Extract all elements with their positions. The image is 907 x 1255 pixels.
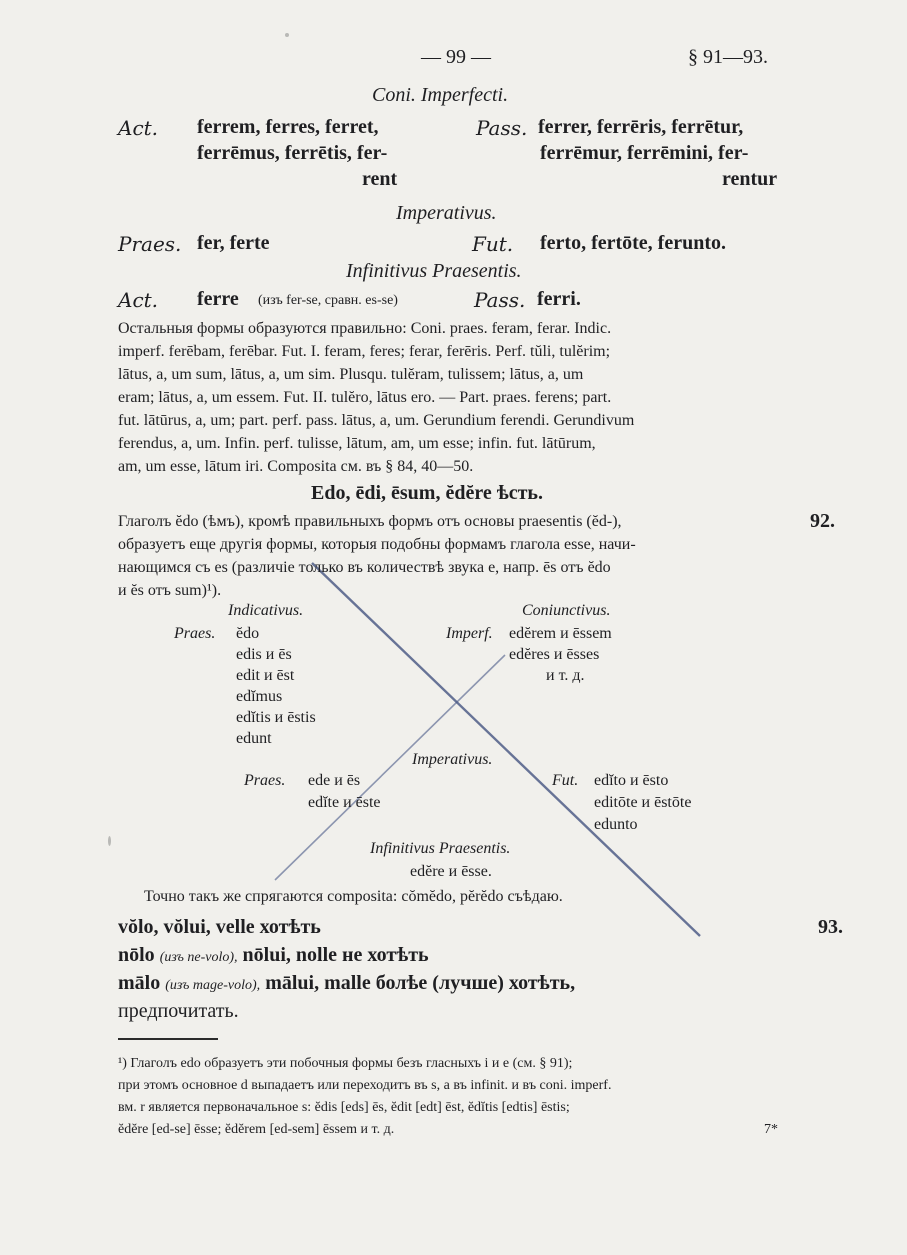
pass-forms-line-3: rentur bbox=[722, 168, 778, 190]
inf-act-note: (изъ fer-se, сравн. es-se) bbox=[258, 293, 398, 308]
imp-praes-form: ede и ēs bbox=[308, 772, 361, 789]
imp-fut-label: Fut. bbox=[472, 232, 514, 256]
page-number: — 99 — bbox=[421, 46, 491, 68]
pass-forms-line-2: ferrēmur, ferrēmini, fer- bbox=[540, 142, 749, 164]
coni-imperf-label: Imperf. bbox=[446, 625, 493, 642]
section-number-92: 92. bbox=[810, 510, 835, 532]
imperativus-title: Imperativus. bbox=[396, 202, 497, 224]
imp-praes-label-edo: Praes. bbox=[244, 772, 286, 789]
act-label: Act. bbox=[118, 116, 159, 140]
act-forms-line-2: ferrēmus, ferrētis, fer- bbox=[197, 142, 388, 164]
imp-fut-form: edunto bbox=[594, 816, 638, 833]
edo-infinitivus-title: Infinitivus Praesentis. bbox=[370, 840, 511, 857]
footnote-line-2: при этомъ основное d выпадаетъ или переходитъ въ s, а въ infinit. и въ coni. imperf. bbox=[118, 1078, 612, 1093]
infinitivus-title: Infinitivus Praesentis. bbox=[346, 260, 522, 282]
coniunctivus-title: Coniunctivus. bbox=[522, 602, 611, 619]
diagonal-line-down bbox=[312, 563, 700, 936]
paper-speck bbox=[108, 836, 111, 846]
act-forms-line-3: rent bbox=[362, 168, 398, 190]
volo-line: vŏlo, vŏlui, velle хотѣть bbox=[118, 916, 321, 938]
edo-intro-4: и ĕs отъ sum)¹). bbox=[118, 582, 222, 599]
ind-praes-label: Praes. bbox=[174, 625, 216, 642]
edo-heading: Edo, ēdi, ēsum, ĕdĕre ѣсть. bbox=[311, 482, 544, 504]
malo-note: (изъ mage-volo), bbox=[165, 978, 261, 993]
nolo-line bbox=[118, 944, 429, 967]
ind-form: ĕdo bbox=[236, 625, 260, 642]
inf-act-label: Act. bbox=[118, 288, 159, 312]
footnote-line-4: ĕdĕre [ed-se] ēsse; ĕdĕrem [ed-sem] ēssem и т. д. bbox=[118, 1122, 395, 1137]
ind-form: edĭmus bbox=[236, 688, 283, 705]
rest-line-2: imperf. ferēbam, ferēbar. Fut. I. feram, feres; ferar, ferēris. Perf. tŭli, tulĕrim; bbox=[118, 343, 611, 360]
coni-form: edĕrem и ēssem bbox=[509, 625, 612, 642]
imp-fut-label-edo: Fut. bbox=[552, 772, 579, 789]
ind-form: edit и ēst bbox=[236, 667, 295, 684]
footnote-line-1: ¹) Глаголъ edo образуетъ эти побочныя формы безъ гласныхъ i и e (см. § 91); bbox=[118, 1056, 573, 1071]
malo-word: mālo bbox=[118, 972, 161, 994]
inf-pass-form: ferri. bbox=[537, 288, 581, 310]
imp-praes-forms: fer, ferte bbox=[197, 232, 270, 254]
rest-line-6: ferendus, a, um. Infin. perf. tulisse, lātum, am, um esse; infin. fut. lātūrum, bbox=[118, 435, 596, 452]
imp-fut-form: editōte и ēstōte bbox=[594, 794, 692, 811]
nolo-note: (изъ ne-volo), bbox=[159, 950, 238, 965]
section-ref: § 91—93. bbox=[688, 46, 768, 68]
section-number-93: 93. bbox=[818, 916, 843, 938]
malo-line bbox=[118, 972, 575, 995]
ind-form: edis и ēs bbox=[236, 646, 292, 663]
rest-line-5: fut. lātūrus, a, um; part. perf. pass. lātus, a, um. Gerundium ferendi. Gerundivum bbox=[118, 412, 635, 429]
act-forms-line-1: ferrem, ferres, ferret, bbox=[197, 116, 379, 138]
ind-form: edĭtis и ēstis bbox=[236, 709, 316, 726]
edo-imperativus-title: Imperativus. bbox=[412, 751, 493, 768]
inf-act-form: ferre bbox=[197, 288, 239, 310]
edo-intro-1: Глаголъ ĕdo (ѣмъ), кромѣ правильныхъ формъ отъ основы praesentis (ĕd-), bbox=[118, 513, 622, 530]
edo-intro-3: нающимся съ es (различіе только въ количествѣ звука e, напр. ēs отъ ĕdo bbox=[118, 559, 611, 576]
pass-label: Pass. bbox=[476, 116, 528, 140]
pass-forms-line-1: ferrer, ferrēris, ferrētur, bbox=[538, 116, 744, 138]
rest-line-7: am, um esse, lātum iri. Composita см. въ § 84, 40—50. bbox=[118, 458, 474, 475]
signature-mark: 7* bbox=[764, 1122, 778, 1137]
indicativus-title: Indicativus. bbox=[228, 602, 304, 619]
imp-praes-label: Praes. bbox=[118, 232, 182, 256]
paper-speck bbox=[285, 33, 289, 37]
edo-intro-2: образуетъ еще другія формы, которыя подобны формамъ глагола esse, начи- bbox=[118, 536, 636, 553]
rest-line-1: Остальныя формы образуются правильно: Coni. praes. feram, ferar. Indic. bbox=[118, 320, 612, 337]
inf-pass-label: Pass. bbox=[474, 288, 526, 312]
imp-praes-form: edĭte и ēste bbox=[308, 794, 381, 811]
footnote-line-3: вм. r является первоначальное s: ĕdis [eds] ēs, ĕdit [edt] ēst, ĕdĭtis [edtis] ēstis; bbox=[118, 1100, 570, 1115]
coni-form: edĕres и ēsses bbox=[509, 646, 600, 663]
rest-line-3: lātus, a, um sum, lātus, a, um sim. Plusqu. tulĕram, tulissem; lātus, a, um bbox=[118, 366, 584, 383]
malo-rest: mālui, malle болѣе (лучше) хотѣть, bbox=[265, 972, 576, 994]
coni-form: и т. д. bbox=[546, 667, 585, 684]
rest-line-4: eram; lātus, a, um essem. Fut. II. tulĕro, lātus ero. — Part. praes. ferens; part. bbox=[118, 389, 612, 406]
malo-line-2: предпочитать. bbox=[118, 1000, 239, 1022]
imp-fut-forms: ferto, fertōte, ferunto. bbox=[540, 232, 727, 254]
ind-form: edunt bbox=[236, 730, 272, 747]
nolo-word: nōlo bbox=[118, 944, 155, 966]
nolo-rest: nōlui, nolle не хотѣть bbox=[242, 944, 429, 966]
footnote-rule bbox=[118, 1038, 218, 1040]
composita-line: Точно такъ же спрягаются composita: cŏmĕdo, pĕrĕdo съѣдаю. bbox=[144, 888, 563, 905]
coni-imperfecti-title: Coni. Imperfecti. bbox=[372, 84, 509, 106]
edo-infinitivus-forms: edĕre и ēsse. bbox=[410, 863, 492, 880]
imp-fut-form: edĭto и ēsto bbox=[594, 772, 669, 789]
